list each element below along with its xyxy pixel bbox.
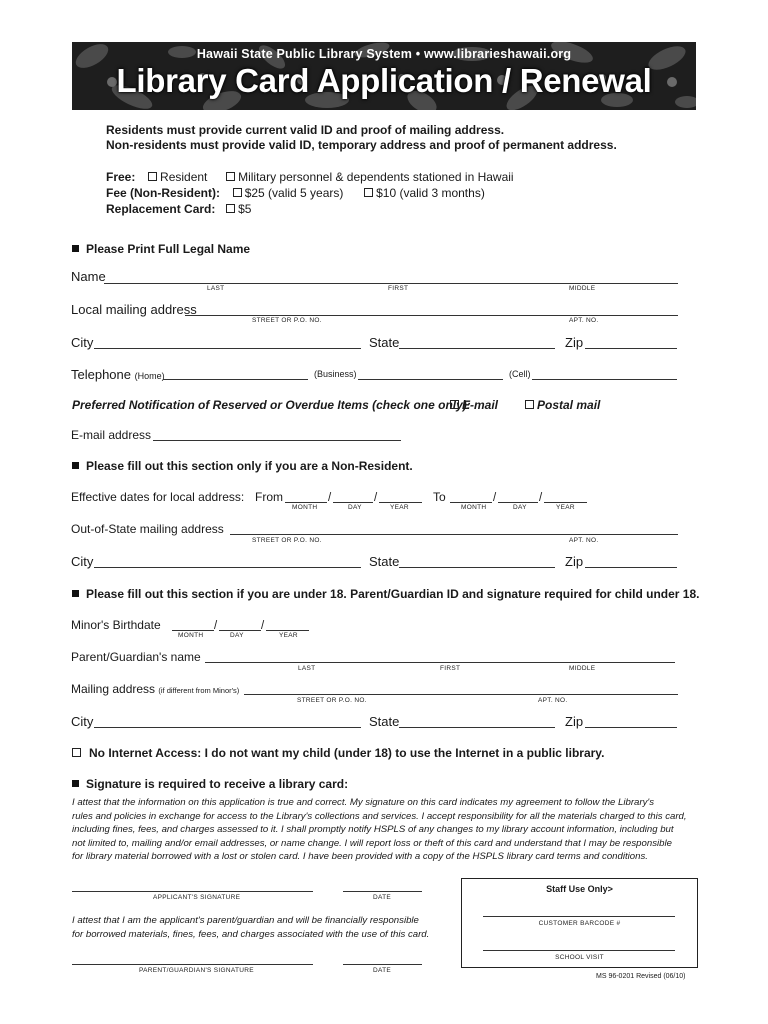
notify-email-checkbox[interactable] [450,400,459,409]
applicant-date-field[interactable] [343,891,422,892]
replacement-checkbox[interactable] [226,204,235,213]
attest-line: not limited to, mailing and/or email addresses, or name change. I will report loss or theft of this card and understand that I may be responsible [72,837,672,849]
section3-heading [72,587,699,601]
bullet-icon [72,245,79,252]
replacement-label: Replacement Card: [106,202,216,216]
home-phone-field[interactable] [163,379,308,380]
guardian-date-caption: DATE [373,967,392,974]
city-label: City [71,335,94,350]
business-label: (Business) [314,369,357,379]
parent-middle-caption: MIDDLE [569,665,596,672]
oos-city-field[interactable] [94,567,361,568]
parent-mailing-field[interactable] [244,694,678,695]
telephone-label-text: Telephone [71,367,131,382]
fee-10-label: $10 (valid 3 months) [376,186,485,200]
notify-postal-label: Postal mail [537,398,601,412]
header-subtitle: Hawaii State Public Library System • www.librarieshawaii.org [196,47,572,61]
free-label: Free: [106,170,136,184]
staff-use-box [461,878,698,968]
birth-year-field[interactable] [266,630,309,631]
fee-free-row [106,170,514,184]
city-field[interactable] [94,348,361,349]
resident-checkbox[interactable] [148,172,157,181]
out-of-state-field[interactable] [230,534,678,535]
attest-line: for library material borrowed with a lost or stolen card. I have been provided with a copy of the HSPLS library card terms and conditions. [72,851,648,862]
birth-month-caption: MONTH [178,632,204,639]
parent-state-label: State [369,714,400,729]
military-label: Military personnel & dependents stationed in Hawaii [238,170,514,184]
effective-label: Effective dates for local address: [71,490,245,504]
zip-label: Zip [565,335,584,350]
oos-zip-label: Zip [565,554,584,569]
fee-label: Fee (Non-Resident): [106,186,220,200]
parent-city-field[interactable] [94,727,361,728]
date-slash: / [374,492,378,504]
guardian-date-field[interactable] [343,964,422,965]
name-middle-caption: MIDDLE [569,285,596,292]
attest-line: rules and policies in exchange for access to the Library's collections and services. I accept responsibility for all the materials charged to this card, [72,810,687,822]
applicant-signature-field[interactable] [72,891,313,892]
to-label: To [433,490,446,504]
fee-10-checkbox[interactable] [364,188,373,197]
parent-city-label: City [71,714,94,729]
birth-day-caption: DAY [230,632,244,639]
school-visit-field[interactable] [483,950,675,951]
bullet-icon [72,462,79,469]
parent-name-label: Parent/Guardian's name [71,650,201,664]
from-year-caption: YEAR [390,504,409,511]
fee-25-label: $25 (valid 5 years) [244,186,344,200]
birth-month-field[interactable] [172,630,214,631]
from-day-field[interactable] [333,502,373,503]
section2-heading-text: Please fill out this section only if you are a Non-Resident. [86,459,413,473]
mailing-apt-caption: APT. NO. [569,317,599,324]
fee-replacement-row [106,202,251,216]
birth-day-field[interactable] [219,630,261,631]
birthdate-label: Minor's Birthdate [71,618,161,632]
out-of-state-label: Out-of-State mailing address [71,522,224,536]
guardian-attest [72,914,462,941]
signature-heading-text: Signature is required to receive a library card: [86,777,349,791]
parent-state-field[interactable] [399,727,555,728]
section2-heading [72,459,413,473]
mailing-label: Local mailing address [71,302,197,317]
form-number: MS 96-0201 Revised (06/10) [596,973,686,980]
zip-field[interactable] [585,348,677,349]
date-slash: / [214,620,218,632]
parent-zip-label: Zip [565,714,584,729]
no-internet-checkbox[interactable] [72,748,81,757]
name-label: Name [71,269,106,284]
notify-postal-option[interactable] [525,398,600,412]
from-label: From [255,490,283,504]
intro-line2: Non-residents must provide valid ID, temporary address and proof of permanent address. [106,138,617,152]
date-slash: / [328,492,332,504]
school-visit-caption: SCHOOL VISIT [555,954,604,961]
signature-heading [72,777,348,791]
notify-email-option[interactable] [450,398,498,412]
fee-25-checkbox[interactable] [233,188,242,197]
notify-postal-checkbox[interactable] [525,400,534,409]
bullet-icon [72,590,79,597]
oos-apt-caption: APT. NO. [569,537,599,544]
birth-year-caption: YEAR [279,632,298,639]
oos-zip-field[interactable] [585,567,677,568]
business-phone-field[interactable] [358,379,503,380]
attest-line: I attest that the information on this application is true and correct. My signature on this card indicates my agreement to follow the Library's [72,797,655,808]
date-slash: / [261,620,265,632]
bullet-icon [72,780,79,787]
to-month-field[interactable] [450,502,492,503]
oos-state-field[interactable] [399,567,555,568]
name-last-caption: LAST [207,285,225,292]
staff-title: Staff Use Only> [546,884,613,894]
name-field[interactable] [104,283,678,284]
parent-apt-caption: APT. NO. [538,697,568,704]
parent-name-field[interactable] [205,662,675,663]
header-banner [72,42,696,110]
parent-last-caption: LAST [298,665,316,672]
intro-line1: Residents must provide current valid ID and proof of mailing address. [106,123,505,137]
parent-mailing-text: Mailing address [71,682,156,696]
oos-state-label: State [369,554,400,569]
to-day-field[interactable] [498,502,538,503]
date-slash: / [539,492,543,504]
parent-mailing-note: (if different from Minor's) [158,686,240,695]
from-year-field[interactable] [379,502,422,503]
barcode-field[interactable] [483,916,675,917]
email-label: E-mail address [71,428,152,442]
military-checkbox[interactable] [226,172,235,181]
no-internet-label: No Internet Access: I do not want my child (under 18) to use the Internet in a public library. [89,746,605,760]
section1-heading-text: Please Print Full Legal Name [86,242,251,256]
mailing-street-caption: STREET OR P.O. NO. [252,317,322,324]
resident-label: Resident [160,170,208,184]
no-internet-option[interactable] [72,746,604,760]
email-field[interactable] [153,440,401,441]
notify-email-label: E-mail [462,398,499,412]
applicant-date-caption: DATE [373,894,392,901]
guardian-attest-line: I attest that I am the applicant's parent/guardian and will be financially responsible [72,915,419,926]
parent-mailing-label [71,682,239,696]
home-label: (Home) [134,371,165,381]
name-first-caption: FIRST [388,285,409,292]
parent-first-caption: FIRST [440,665,461,672]
oos-street-caption: STREET OR P.O. NO. [252,537,322,544]
date-slash: / [493,492,497,504]
from-month-caption: MONTH [292,504,318,511]
fee-nonresident-row [106,186,485,200]
attest-paragraph [72,796,702,864]
oos-city-label: City [71,554,94,569]
cell-phone-field[interactable] [532,379,677,380]
state-label: State [369,335,400,350]
barcode-caption: CUSTOMER BARCODE # [538,920,621,927]
mailing-field[interactable] [185,315,678,316]
parent-street-caption: STREET OR P.O. NO. [297,697,367,704]
from-day-caption: DAY [348,504,362,511]
cell-label: (Cell) [509,369,531,379]
to-month-caption: MONTH [461,504,487,511]
to-year-field[interactable] [544,502,587,503]
to-day-caption: DAY [513,504,527,511]
telephone-label [71,367,165,382]
replacement-price: $5 [238,202,252,216]
to-year-caption: YEAR [556,504,575,511]
page-title: Library Card Application / Renewal [116,62,652,99]
guardian-signature-caption: PARENT/GUARDIAN'S SIGNATURE [139,967,254,974]
parent-zip-field[interactable] [585,727,677,728]
guardian-attest-line: for borrowed materials, fines, fees, and charges associated with the use of this card. [72,928,430,940]
section3-heading-text: Please fill out this section if you are under 18. Parent/Guardian ID and signature required for child under 18. [86,587,700,601]
applicant-signature-caption: APPLICANT'S SIGNATURE [153,894,241,901]
state-field[interactable] [399,348,555,349]
notification-label: Preferred Notification of Reserved or Overdue Items (check one only): [72,398,471,412]
from-month-field[interactable] [285,502,327,503]
guardian-signature-field[interactable] [72,964,313,965]
section1-heading [72,242,250,256]
attest-line: including fines, fees, and charges assessed to it. I shall promptly notify HSPLS of any changes to my library account information, including but [72,824,674,835]
